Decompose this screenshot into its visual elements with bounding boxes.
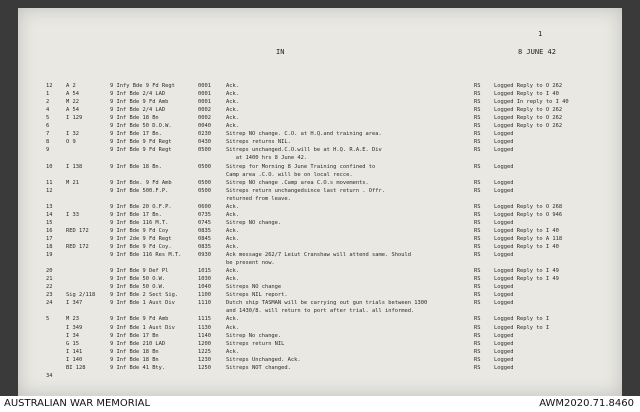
row-number: 1 bbox=[46, 91, 50, 98]
row-operator: RS bbox=[474, 147, 481, 154]
row-action: Logged Reply to O 262 bbox=[494, 123, 563, 130]
row-sender: 9 Inf Bde 9 Fd Amb bbox=[110, 316, 169, 323]
row-reference: M 21 bbox=[66, 179, 79, 186]
row-operator: RS bbox=[474, 123, 481, 130]
row-reference: RED 172 bbox=[66, 244, 89, 250]
row-message: and 1430/8. will return to port after trial. all informed. bbox=[226, 308, 415, 315]
row-sender: 9 Inf Bde 9 Fd Coy bbox=[110, 227, 169, 234]
row-time: 0500 bbox=[198, 163, 211, 170]
row-operator: RS bbox=[474, 316, 481, 323]
row-time: 1115 bbox=[198, 316, 211, 323]
row-number: 9 bbox=[46, 147, 50, 154]
row-time: 0002 bbox=[198, 115, 211, 122]
log-row bbox=[18, 98, 622, 106]
row-message: Ack. bbox=[226, 348, 239, 355]
log-row bbox=[18, 348, 622, 356]
document-title: IN bbox=[276, 48, 285, 56]
row-sender: 9 Inf 2de 9 Fd Regt bbox=[110, 235, 172, 242]
log-row bbox=[18, 90, 622, 98]
row-reference: I 347 bbox=[66, 300, 83, 307]
footer-bar bbox=[0, 396, 640, 412]
row-sender: 9 Inf Bde 116 Res M.T. bbox=[110, 252, 182, 259]
row-time: 0001 bbox=[198, 83, 211, 89]
row-sender: 9 Inf Bde. 9 Fd Amb bbox=[110, 179, 172, 186]
row-sender: 9 Inf Bde 18 Bn. bbox=[110, 163, 162, 170]
row-message: Ack. bbox=[226, 268, 239, 275]
row-reference: A 54 bbox=[66, 91, 79, 98]
row-operator: RS bbox=[474, 252, 481, 259]
row-message: Ack. bbox=[226, 244, 239, 250]
row-time: 0002 bbox=[198, 107, 211, 114]
row-message: Sitrep No change. bbox=[226, 332, 282, 339]
log-row bbox=[18, 211, 622, 219]
log-row bbox=[18, 259, 622, 267]
row-message: Sitreps NIL report. bbox=[226, 292, 288, 299]
row-message: Sitreps returns NIL. bbox=[226, 139, 291, 146]
row-time: 0835 bbox=[198, 227, 211, 234]
row-time: 1200 bbox=[198, 340, 211, 347]
row-action: Logged Reply to A 118 bbox=[494, 235, 563, 242]
row-time: 0745 bbox=[198, 219, 211, 226]
log-row bbox=[18, 315, 622, 323]
row-sender: 9 Inf Bde 2 Sect Sig. bbox=[110, 292, 179, 299]
row-action: Logged bbox=[494, 147, 514, 154]
row-time: 1040 bbox=[198, 284, 211, 291]
document-page bbox=[18, 8, 622, 396]
row-reference: I 33 bbox=[66, 211, 79, 218]
row-action: Logged Reply to I bbox=[494, 316, 550, 323]
log-row bbox=[18, 219, 622, 227]
row-time: 1110 bbox=[198, 300, 211, 307]
row-time: 0230 bbox=[198, 131, 211, 138]
log-row bbox=[18, 227, 622, 235]
row-number: 24 bbox=[46, 300, 53, 307]
row-operator: RS bbox=[474, 187, 481, 194]
row-number: 8 bbox=[46, 139, 50, 146]
row-sender: 9 Inf Bde 18 Bn bbox=[110, 356, 159, 363]
row-message: Ack. bbox=[226, 123, 239, 130]
row-action: Logged Reply to O 262 bbox=[494, 115, 563, 122]
row-operator: RS bbox=[474, 179, 481, 186]
row-time: 1130 bbox=[198, 324, 211, 331]
row-sender: 9 Inf Bde 500.F.P. bbox=[110, 187, 169, 194]
row-sender: 9 Inf Bde 50 D.O.W. bbox=[110, 123, 172, 130]
row-number: 5 bbox=[46, 316, 50, 323]
row-message: Sitreps Unchanged. Ack. bbox=[226, 356, 301, 363]
row-message: Sitrep NO change .Camp area C.O.s movements. bbox=[226, 179, 369, 186]
row-sender: 9 Inf Bde 2/4 LAD bbox=[110, 107, 166, 114]
row-action: Logged Reply to O 268 bbox=[494, 203, 563, 210]
row-time: 0500 bbox=[198, 187, 211, 194]
row-number: 7 bbox=[46, 131, 50, 138]
log-row bbox=[18, 130, 622, 138]
row-message: Ack. bbox=[226, 211, 239, 218]
row-action: Logged Reply to I 40 bbox=[494, 244, 559, 250]
row-number: 19 bbox=[46, 252, 53, 259]
row-message: at 1400 hrs 8 June 42. bbox=[226, 155, 308, 162]
row-sender: 9 Inf Bde 9 Fd Amb bbox=[110, 99, 169, 106]
row-reference: M 23 bbox=[66, 316, 79, 323]
row-time: 1140 bbox=[198, 332, 211, 339]
row-message: Sitreps NO change bbox=[226, 284, 282, 291]
log-row bbox=[18, 203, 622, 211]
row-action: Logged bbox=[494, 179, 514, 186]
log-row bbox=[18, 106, 622, 114]
row-time: 1100 bbox=[198, 292, 211, 299]
row-action: Logged Reply to I bbox=[494, 324, 550, 331]
row-reference: RED 172 bbox=[66, 227, 89, 234]
row-sender: 9 Inf Bde 18 Bn bbox=[110, 115, 159, 122]
row-number: 5 bbox=[46, 115, 50, 122]
row-message: be present now. bbox=[226, 260, 275, 267]
row-sender: 9 Inf Bde 1 Aust Div bbox=[110, 300, 175, 307]
row-number: 12 bbox=[46, 187, 53, 194]
document-date: 8 JUNE 42 bbox=[518, 48, 556, 56]
row-number: 15 bbox=[46, 219, 53, 226]
row-reference: I 34 bbox=[66, 332, 79, 339]
row-time: 1225 bbox=[198, 348, 211, 355]
row-operator: RS bbox=[474, 268, 481, 275]
row-action: Logged Reply to I 49 bbox=[494, 268, 559, 275]
row-action: Logged Reply to I 40 bbox=[494, 227, 559, 234]
row-reference: A 54 bbox=[66, 107, 79, 114]
row-reference: BI 128 bbox=[66, 364, 86, 371]
log-row bbox=[18, 138, 622, 146]
row-action: Logged Reply to O 262 bbox=[494, 107, 563, 114]
row-operator: RS bbox=[474, 203, 481, 210]
row-reference: G 15 bbox=[66, 340, 79, 347]
log-row bbox=[18, 243, 622, 251]
row-number: 14 bbox=[46, 211, 53, 218]
row-action: Logged Reply to O 946 bbox=[494, 211, 563, 218]
row-message: Ack. bbox=[226, 115, 239, 122]
row-reference: M 22 bbox=[66, 99, 79, 106]
log-row bbox=[18, 195, 622, 203]
row-operator: RS bbox=[474, 300, 481, 307]
row-message: Ack. bbox=[226, 276, 239, 283]
row-operator: RS bbox=[474, 244, 481, 250]
row-action: Logged Reply to I 40 bbox=[494, 91, 559, 98]
row-operator: RS bbox=[474, 235, 481, 242]
log-row bbox=[18, 251, 622, 259]
row-sender: 9 Inf Bde 17 Bn. bbox=[110, 211, 162, 218]
log-row bbox=[18, 324, 622, 332]
row-action: Logged bbox=[494, 284, 514, 291]
row-operator: RS bbox=[474, 163, 481, 170]
log-row bbox=[18, 171, 622, 179]
row-reference: I 138 bbox=[66, 163, 83, 170]
row-time: 0001 bbox=[198, 91, 211, 98]
log-row bbox=[18, 275, 622, 283]
row-number: 23 bbox=[46, 292, 53, 299]
log-row bbox=[18, 146, 622, 154]
row-action: Logged In reply to I 40 bbox=[494, 99, 569, 106]
footer-catalogue-id: AWM2020.71.8460 bbox=[539, 398, 634, 409]
row-operator: RS bbox=[474, 324, 481, 331]
log-row bbox=[18, 154, 622, 162]
row-number: 4 bbox=[46, 107, 50, 114]
row-message: Sitreps return NIL bbox=[226, 340, 285, 347]
row-action: Logged bbox=[494, 163, 514, 170]
row-sender: 9 Inf Bde 18 Bn bbox=[110, 348, 159, 355]
row-operator: RS bbox=[474, 356, 481, 363]
row-action: Logged Reply to I 49 bbox=[494, 276, 559, 283]
log-row bbox=[18, 163, 622, 171]
row-message: Camp area .C.O. will be on local recce. bbox=[226, 171, 353, 178]
row-operator: RS bbox=[474, 340, 481, 347]
log-row bbox=[18, 299, 622, 307]
row-operator: RS bbox=[474, 227, 481, 234]
row-sender: 9 Inf Bde 9 Fd Regt bbox=[110, 147, 172, 154]
row-operator: RS bbox=[474, 332, 481, 339]
row-number: 21 bbox=[46, 276, 53, 283]
row-message: Ack. bbox=[226, 203, 239, 210]
row-operator: RS bbox=[474, 131, 481, 138]
row-number: 6 bbox=[46, 123, 50, 130]
row-operator: RS bbox=[474, 348, 481, 355]
row-number: 16 bbox=[46, 227, 53, 234]
row-operator: RS bbox=[474, 83, 481, 89]
row-sender: 9 Inf Bde 9 Def Pl bbox=[110, 268, 169, 275]
row-sender: 9 Inf Bde 116 M.T. bbox=[110, 219, 169, 226]
log-row bbox=[18, 122, 622, 130]
row-time: 0500 bbox=[198, 147, 211, 154]
row-message: Sitreps return unchangedsince last return . Offr. bbox=[226, 187, 386, 194]
row-message: Dutch ship TASMAN will be carrying out gun trials between 1300 bbox=[226, 300, 428, 307]
log-row bbox=[18, 82, 622, 90]
row-operator: RS bbox=[474, 91, 481, 98]
row-number: 12 bbox=[46, 83, 53, 89]
row-sender: 9 Inf Bde 210 LAD bbox=[110, 340, 166, 347]
row-reference: I 140 bbox=[66, 356, 83, 363]
row-sender: 9 Inf Bde 17 Bn bbox=[110, 332, 159, 339]
row-reference: I 129 bbox=[66, 115, 83, 122]
row-sender: 9 Infy Bde 9 Fd Regt bbox=[110, 83, 175, 89]
row-sender: 9 Inf Bde 2/4 LAD bbox=[110, 91, 166, 98]
row-time: 0930 bbox=[198, 252, 211, 259]
row-operator: RS bbox=[474, 292, 481, 299]
row-time: 0735 bbox=[198, 211, 211, 218]
row-number: 34 bbox=[46, 372, 53, 379]
row-time: 0430 bbox=[198, 139, 211, 146]
row-operator: RS bbox=[474, 284, 481, 291]
log-row bbox=[18, 114, 622, 122]
row-message: Ack. bbox=[226, 99, 239, 106]
row-message: Ack. bbox=[226, 107, 239, 114]
row-sender: 9 Inf Bde 9 Fd Coy. bbox=[110, 244, 172, 250]
row-reference: O 9 bbox=[66, 139, 76, 146]
row-number: 13 bbox=[46, 203, 53, 210]
row-reference: I 141 bbox=[66, 348, 83, 355]
log-row bbox=[18, 332, 622, 340]
row-operator: RS bbox=[474, 107, 481, 114]
row-message: Ack. bbox=[226, 91, 239, 98]
row-operator: RS bbox=[474, 276, 481, 283]
row-message: Sitrep for Morning 8 June Training confined to bbox=[226, 163, 376, 170]
row-message: Ack. bbox=[226, 324, 239, 331]
log-row bbox=[18, 356, 622, 364]
row-sender: 9 Inf Bde 50 O.W. bbox=[110, 276, 166, 283]
row-action: Logged bbox=[494, 364, 514, 371]
log-row bbox=[18, 307, 622, 315]
row-operator: RS bbox=[474, 139, 481, 146]
row-action: Logged bbox=[494, 187, 514, 194]
row-action: Logged bbox=[494, 292, 514, 299]
row-message: Ack. bbox=[226, 235, 239, 242]
row-time: 1030 bbox=[198, 276, 211, 283]
row-message: Ack. bbox=[226, 227, 239, 234]
row-time: 0040 bbox=[198, 123, 211, 130]
row-message: Ack. bbox=[226, 83, 239, 89]
page-number: 1 bbox=[538, 30, 543, 38]
row-number: 17 bbox=[46, 235, 53, 242]
row-action: Logged bbox=[494, 252, 514, 259]
row-action: Logged bbox=[494, 332, 514, 339]
row-sender: 9 Inf Bde 20 O.F.P. bbox=[110, 203, 172, 210]
row-reference: I 349 bbox=[66, 324, 83, 331]
row-time: 0600 bbox=[198, 203, 211, 210]
row-reference: I 32 bbox=[66, 131, 79, 138]
row-number: 2 bbox=[46, 99, 50, 106]
row-action: Logged bbox=[494, 300, 514, 307]
row-action: Logged bbox=[494, 219, 514, 226]
log-row bbox=[18, 267, 622, 275]
row-time: 1250 bbox=[198, 364, 211, 371]
row-time: 0835 bbox=[198, 244, 211, 250]
log-row bbox=[18, 291, 622, 299]
row-message: Ack message 262/7 Leiut Cranshaw will attend same. Should bbox=[226, 252, 411, 259]
row-action: Logged bbox=[494, 139, 514, 146]
row-sender: 9 Inf Bde 1 Aust Div bbox=[110, 324, 175, 331]
row-operator: RS bbox=[474, 219, 481, 226]
row-number: 10 bbox=[46, 163, 53, 170]
row-time: 0001 bbox=[198, 99, 211, 106]
row-time: 0845 bbox=[198, 235, 211, 242]
row-number: 22 bbox=[46, 284, 53, 291]
row-operator: RS bbox=[474, 211, 481, 218]
row-action: Logged Reply to O 262 bbox=[494, 83, 563, 89]
row-sender: 9 Inf Bde 17 Bn. bbox=[110, 131, 162, 138]
row-action: Logged bbox=[494, 340, 514, 347]
row-sender: 9 Inf Bde 50 O.W. bbox=[110, 284, 166, 291]
row-number: 18 bbox=[46, 244, 53, 250]
log-row bbox=[18, 187, 622, 195]
row-reference: Sig 2/118 bbox=[66, 292, 96, 299]
row-message: Ack. bbox=[226, 316, 239, 323]
row-time: 1015 bbox=[198, 268, 211, 275]
row-number: 11 bbox=[46, 179, 53, 186]
row-action: Logged bbox=[494, 131, 514, 138]
row-sender: 9 Inf Bde 9 Fd Regt bbox=[110, 139, 172, 146]
log-row bbox=[18, 364, 622, 372]
row-message: Sitreps NOT changed. bbox=[226, 364, 291, 371]
row-time: 1230 bbox=[198, 356, 211, 363]
row-action: Logged bbox=[494, 348, 514, 355]
row-message: Sitreps unchanged.C.O.will be at H.Q. R.A.E. Div bbox=[226, 147, 382, 154]
row-operator: RS bbox=[474, 364, 481, 371]
row-message: Sitrep NO change. bbox=[226, 219, 282, 226]
row-action: Logged bbox=[494, 356, 514, 363]
row-number: 20 bbox=[46, 268, 53, 275]
row-sender: 9 Inf Bde 41 Bty. bbox=[110, 364, 166, 371]
footer-institution: AUSTRALIAN WAR MEMORIAL bbox=[4, 398, 151, 409]
log-row bbox=[18, 179, 622, 187]
log-row bbox=[18, 235, 622, 243]
row-message: Sitrep NO change. C.O. at H.Q.and training area. bbox=[226, 131, 382, 138]
row-operator: RS bbox=[474, 99, 481, 106]
log-row bbox=[18, 372, 622, 380]
row-operator: RS bbox=[474, 115, 481, 122]
log-row bbox=[18, 340, 622, 348]
log-row bbox=[18, 283, 622, 291]
row-reference: A 2 bbox=[66, 83, 76, 89]
row-message: returned from leave. bbox=[226, 195, 291, 202]
row-time: 0500 bbox=[198, 179, 211, 186]
